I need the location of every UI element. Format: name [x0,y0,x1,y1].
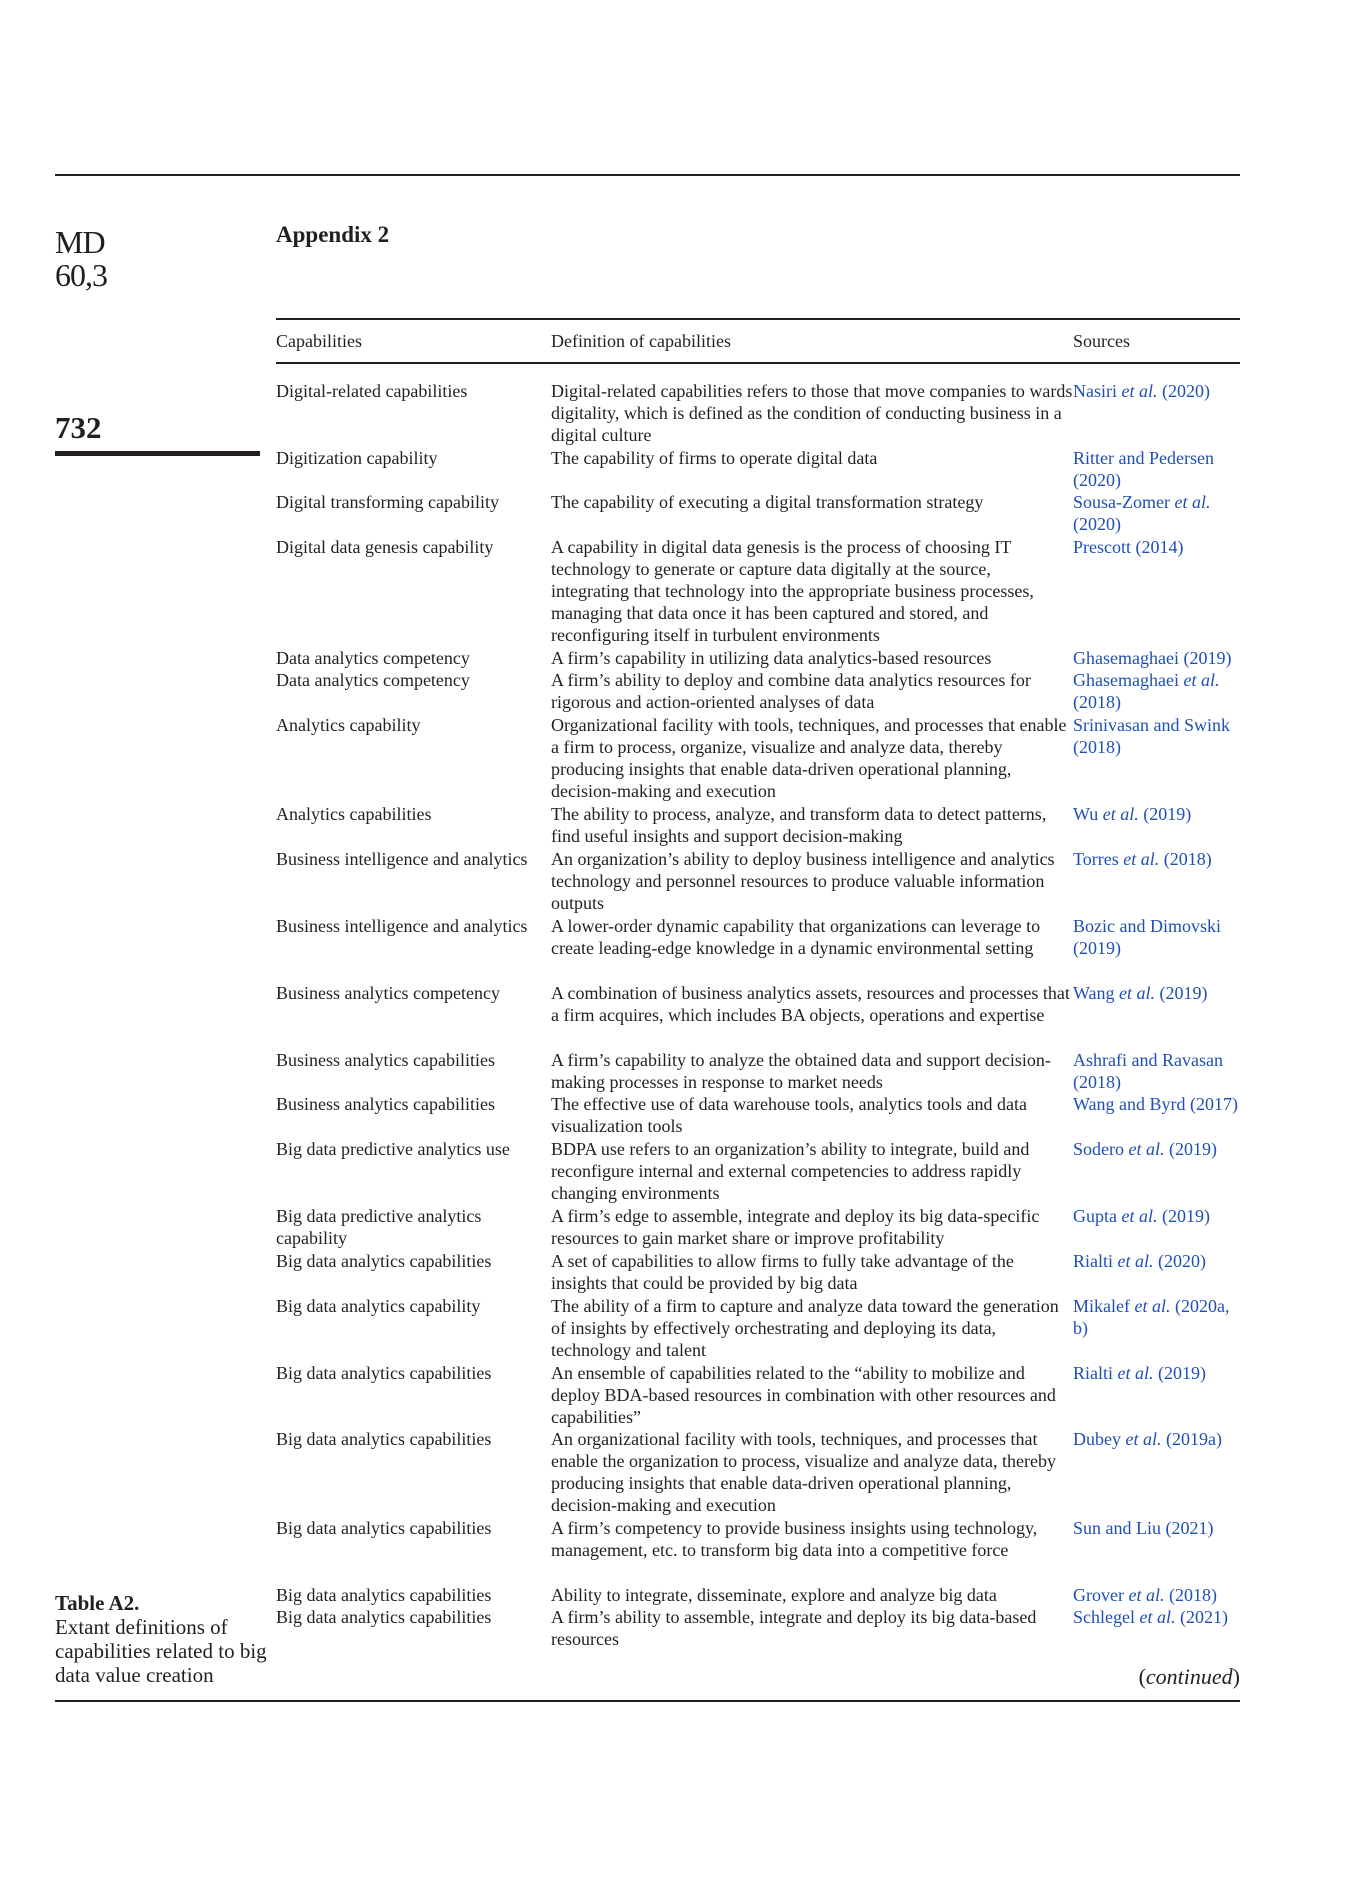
page-number-rule [55,451,260,456]
table-row [276,1205,1240,1250]
definition-cell: A firm’s capability in utilizing data analytics-based resources [551,648,992,668]
source-link[interactable]: Mikalef et al. (2020a, b) [1073,1296,1230,1338]
capability-cell: Big data predictive analytics use [276,1139,510,1159]
table-body [276,364,1240,1650]
definition-cell: Ability to integrate, disseminate, explore and analyze big data [551,1585,997,1605]
table-row [276,915,1240,982]
table-row [276,669,1240,714]
table-row [276,1093,1240,1138]
capability-cell: Data analytics competency [276,648,470,668]
capability-cell: Analytics capabilities [276,804,432,824]
table-row [276,1362,1240,1428]
top-rule [55,174,1240,176]
caption-label: Table A2. [55,1591,140,1615]
bottom-rule [55,1700,1240,1702]
definition-cell: A capability in digital data genesis is the process of choosing IT technology to generate or capture data digitally at the source, integrating that technology into the appropriate business processes, managing that data once it has been captured and stored, and reconfiguring itself in turbulent environments [551,537,1034,645]
journal-id [55,226,107,292]
capability-cell: Digital transforming capability [276,492,499,512]
definition-cell: A lower-order dynamic capability that organizations can leverage to create leading-edge knowledge in a dynamic environmental setting [551,916,1041,958]
table-row [276,1138,1240,1205]
appendix-title: Appendix 2 [276,222,390,247]
column-header-sources: Sources [1073,330,1130,351]
continued-note: (continued) [1138,1664,1240,1689]
capability-cell: Big data predictive analytics capability [276,1206,482,1248]
source-link[interactable]: Dubey et al. (2019a) [1073,1429,1222,1449]
source-link[interactable]: Wang and Byrd (2017) [1073,1094,1239,1114]
capability-cell: Digital-related capabilities [276,381,468,401]
table-row [276,1517,1240,1584]
capability-cell: Big data analytics capabilities [276,1363,492,1383]
source-link[interactable]: Schlegel et al. (2021) [1073,1607,1228,1627]
capability-cell: Business intelligence and analytics [276,916,528,936]
capabilities-table [276,318,1240,1650]
capability-cell: Big data analytics capability [276,1296,481,1316]
table-header [276,320,1240,362]
definition-cell: A firm’s competency to provide business insights using technology, management, etc. to transform big data into a competitive force [551,1518,1038,1560]
source-link[interactable]: Prescott (2014) [1073,537,1184,557]
definition-cell: An organization’s ability to deploy business intelligence and analytics technology and personnel resources to produce valuable information outputs [551,849,1055,913]
table-row [276,647,1240,669]
capability-cell: Big data analytics capabilities [276,1607,492,1627]
source-link[interactable]: Ashrafi and Ravasan (2018) [1073,1050,1223,1092]
journal-volume: 60,3 [55,257,107,293]
source-link[interactable]: Wu et al. (2019) [1073,804,1192,824]
capability-cell: Big data analytics capabilities [276,1429,492,1449]
source-link[interactable]: Srinivasan and Swink (2018) [1073,715,1230,757]
source-link[interactable]: Sun and Liu (2021) [1073,1518,1214,1538]
definition-cell: A combination of business analytics assets, resources and processes that a firm acquires, which includes BA objects, operations and expertise [551,983,1070,1025]
definition-cell: A firm’s capability to analyze the obtained data and support decision-making processes in response to market needs [551,1050,1051,1092]
definition-cell: Digital-related capabilities refers to those that move companies to wards digitality, which is defined as the condition of conducting business in a digital culture [551,381,1073,445]
definition-cell: A set of capabilities to allow firms to fully take advantage of the insights that could be provided by big data [551,1251,1014,1293]
source-link[interactable]: Rialti et al. (2019) [1073,1363,1206,1383]
capability-cell: Business intelligence and analytics [276,849,528,869]
table-row [276,982,1240,1049]
source-link[interactable]: Ghasemaghaei (2019) [1073,648,1232,668]
definition-cell: A firm’s ability to deploy and combine data analytics resources for rigorous and action-oriented analyses of data [551,670,1031,712]
source-link[interactable]: Gupta et al. (2019) [1073,1206,1210,1226]
table-row [276,1428,1240,1517]
definition-cell: Organizational facility with tools, techniques, and processes that enable a firm to process, organize, visualize and analyze data, thereby producing insights that enable data-driven operational planning, decision-making and execution [551,715,1067,801]
table-row [276,848,1240,915]
source-link[interactable]: Sodero et al. (2019) [1073,1139,1217,1159]
capability-cell: Big data analytics capabilities [276,1518,492,1538]
definition-cell: The capability of firms to operate digital data [551,448,878,468]
table-row [276,1250,1240,1295]
definition-cell: An ensemble of capabilities related to the “ability to mobilize and deploy BDA-based resources in combination with other resources and capabilities” [551,1363,1056,1427]
table-caption [55,1591,275,1687]
definition-cell: The ability to process, analyze, and transform data to detect patterns, find useful insights and support decision-making [551,804,1047,846]
table-row [276,1584,1240,1606]
table-row [276,536,1240,647]
capability-cell: Business analytics capabilities [276,1094,495,1114]
source-link[interactable]: Sousa-Zomer et al. (2020) [1073,492,1211,534]
table-row [276,1295,1240,1362]
definition-cell: The effective use of data warehouse tools, analytics tools and data visualization tools [551,1094,1027,1136]
capability-cell: Business analytics competency [276,983,500,1003]
definition-cell: The ability of a firm to capture and analyze data toward the generation of insights by effectively orchestrating and deploying its data, technology and talent [551,1296,1059,1360]
caption-text: Extant definitions of capabilities related to big data value creation [55,1615,267,1687]
capability-cell: Business analytics capabilities [276,1050,495,1070]
source-link[interactable]: Rialti et al. (2020) [1073,1251,1206,1271]
journal-abbrev: MD [55,224,105,260]
source-link[interactable]: Bozic and Dimovski (2019) [1073,916,1221,958]
capability-cell: Data analytics competency [276,670,470,690]
table-row [276,380,1240,447]
capability-cell: Digitization capability [276,448,438,468]
continued-text: continued [1145,1664,1233,1689]
definition-cell: An organizational facility with tools, techniques, and processes that enable the organization to process, visualize and analyze data, thereby producing insights that enable data-driven operational planning, decision-making and execution [551,1429,1056,1515]
source-link[interactable]: Nasiri et al. (2020) [1073,381,1210,401]
table-row [276,714,1240,803]
definition-cell: BDPA use refers to an organization’s ability to integrate, build and reconfigure internal and external competencies to address rapidly changing environments [551,1139,1030,1203]
source-link[interactable]: Ritter and Pedersen (2020) [1073,448,1214,490]
table-row [276,1049,1240,1093]
capability-cell: Analytics capability [276,715,421,735]
definition-cell: A firm’s ability to assemble, integrate and deploy its big data-based resources [551,1607,1037,1649]
capability-cell: Big data analytics capabilities [276,1251,492,1271]
table-row [276,803,1240,848]
table-row [276,1606,1240,1650]
table-row [276,447,1240,491]
page-number: 732 [55,410,102,445]
table-row [276,491,1240,536]
source-link[interactable]: Ghasemaghaei et al. (2018) [1073,670,1220,712]
column-header-definition: Definition of capabilities [551,330,731,351]
source-link[interactable]: Wang et al. (2019) [1073,983,1208,1003]
definition-cell: A firm’s edge to assemble, integrate and deploy its big data-specific resources to gain market share or improve profitability [551,1206,1040,1248]
capability-cell: Digital data genesis capability [276,537,494,557]
definition-cell: The capability of executing a digital transformation strategy [551,492,984,512]
source-link[interactable]: Torres et al. (2018) [1073,849,1212,869]
column-header-capabilities: Capabilities [276,330,362,351]
source-link[interactable]: Grover et al. (2018) [1073,1585,1217,1605]
capability-cell: Big data analytics capabilities [276,1585,492,1605]
